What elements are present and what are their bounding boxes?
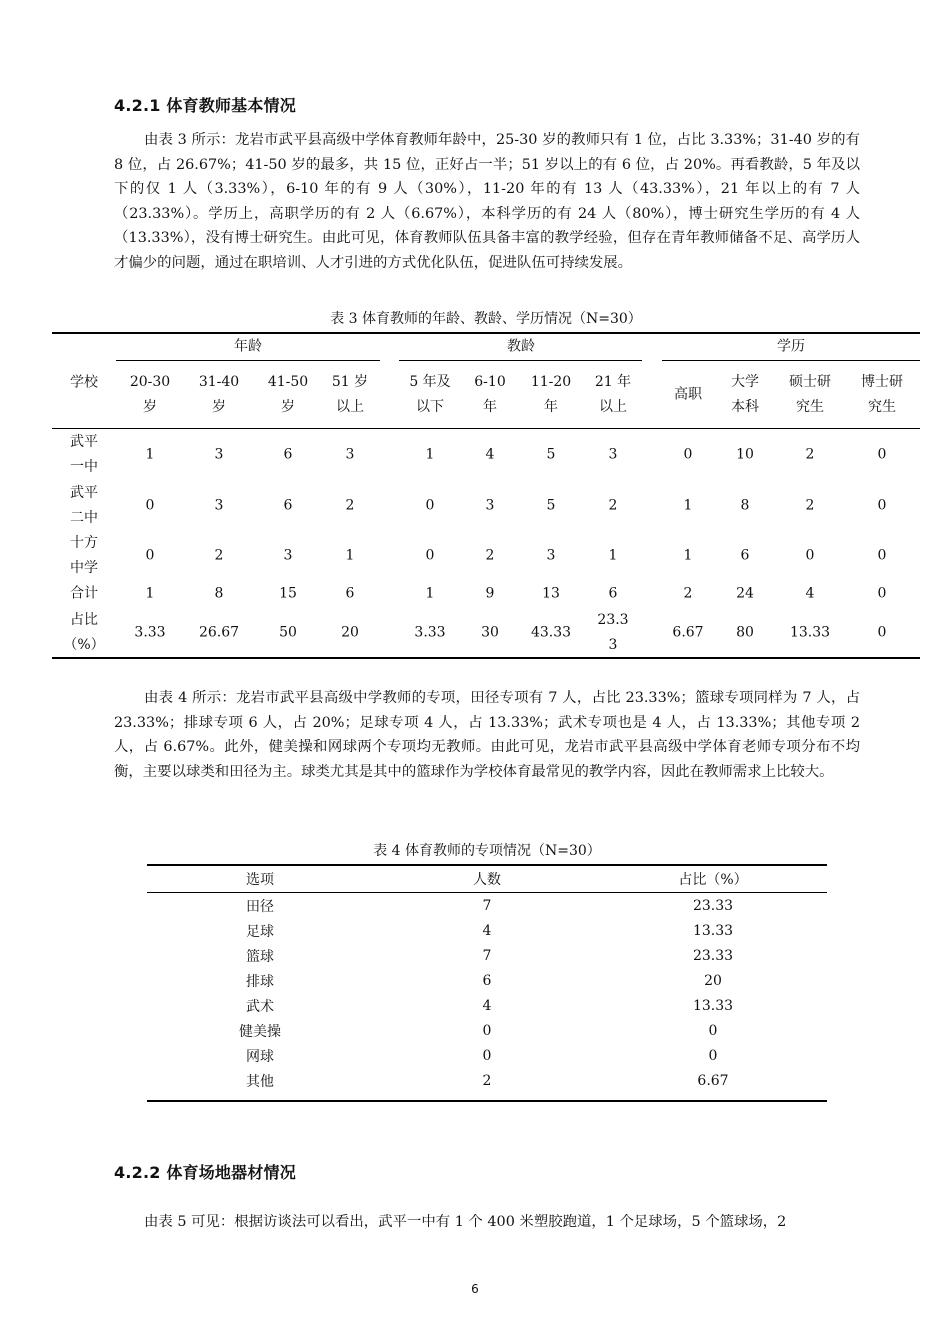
table3-cell-line: 8 <box>214 585 224 602</box>
table3-cell-line: 6 <box>740 547 750 564</box>
table3-subheader-line: 究生 <box>796 399 824 415</box>
table3-cell-line: 3 <box>485 497 495 514</box>
table3-cell <box>878 494 887 519</box>
table3-cell <box>806 544 815 569</box>
table3-subheader-line: 31-40 <box>198 374 240 390</box>
table3-row-school-line: 中学 <box>70 560 98 576</box>
table3-cell-line: 20 <box>341 624 359 641</box>
table3-cell <box>146 494 155 519</box>
table3-cell <box>609 544 618 569</box>
table3-cell-line: 30 <box>481 624 499 641</box>
table4-cell: 7 <box>482 898 492 914</box>
table3-subheader-line: 41-50 <box>267 374 309 390</box>
table3-group-header <box>777 335 805 360</box>
table3-row-school <box>70 481 98 531</box>
table3-cell-line: 1 <box>683 547 693 564</box>
table4-cell: 其他 <box>246 1074 274 1090</box>
table4 <box>147 864 827 1102</box>
table3-cell-line: 24 <box>736 585 754 602</box>
table3-cell <box>684 582 693 607</box>
table4-cell: 2 <box>482 1073 492 1089</box>
table3-cell <box>215 582 224 607</box>
table3-cell-line: 0 <box>877 497 887 514</box>
table4-cell: 篮球 <box>246 949 274 965</box>
table3-subheader <box>595 370 631 420</box>
table4-cell: 13.33 <box>692 998 734 1014</box>
table3-cell-line: 2 <box>608 497 618 514</box>
table3-cell-line: 6.67 <box>672 624 704 641</box>
table3-cell <box>346 544 355 569</box>
table3-cell-line: 80 <box>736 624 754 641</box>
table3-group-header-line: 年龄 <box>234 338 262 355</box>
table3-group-header-line: 学历 <box>777 338 805 355</box>
table3-subheader-line: 51 岁 <box>331 374 369 390</box>
table3-cell-line: 1 <box>345 547 355 564</box>
section-heading-4-2-1: 4.2.1 体育教师基本情况 <box>114 96 296 115</box>
table3-subheader-line: 岁 <box>142 399 157 415</box>
table3-cell <box>426 544 435 569</box>
table3-cell-line: 0 <box>877 585 887 602</box>
table4-cell: 6 <box>482 973 492 989</box>
table3-group-rule-years <box>399 360 642 361</box>
section-paragraph-3: 由表 5 可见：根据访谈法可以看出，武平一中有 1 个 400 米塑胶跑道，1 个足球场，5 个篮球场，2 <box>144 1214 787 1230</box>
table3-subheader <box>731 370 759 420</box>
table4-cell: 7 <box>482 948 492 964</box>
table3-cell-line: 3 <box>214 446 224 463</box>
table3-cell <box>426 443 435 468</box>
table3-cell <box>736 582 754 607</box>
table3-cell-line: 13.33 <box>789 624 831 641</box>
table4-cell: 23.33 <box>692 898 734 914</box>
table4-cell: 排球 <box>246 974 274 990</box>
table4-cell: 田径 <box>246 899 274 915</box>
table3-cell-line: 4 <box>485 446 495 463</box>
table3-subheader-line: 6-10 <box>474 374 506 390</box>
table3-cell-line: 50 <box>279 624 297 641</box>
table3-cell-line: 1 <box>145 585 155 602</box>
table3-subheader <box>789 370 831 420</box>
table3-row-school-line: 十方 <box>70 535 98 551</box>
table4-cell: 健美操 <box>239 1024 281 1040</box>
table3-cell-line: 3.33 <box>414 624 446 641</box>
table3-cell-line: 0 <box>425 497 435 514</box>
table4-cell: 13.33 <box>692 923 734 939</box>
table3-caption: 表 3 体育教师的年龄、教龄、学历情况（N=30） <box>330 311 642 327</box>
table3-cell-line: 6 <box>345 585 355 602</box>
table3-cell-line: 1 <box>608 547 618 564</box>
table3-subheader-line: 硕士研 <box>789 374 831 390</box>
table3-cell <box>547 494 556 519</box>
table3-group-rule-age <box>116 360 380 361</box>
table3-cell-line: 1 <box>425 585 435 602</box>
table3-cell <box>806 582 815 607</box>
table3-cell-line: 2 <box>805 497 815 514</box>
table3-cell <box>486 494 495 519</box>
table3-subheader <box>332 370 368 420</box>
table3-school-header-line: 学校 <box>70 374 98 391</box>
table3-cell <box>878 621 887 646</box>
table3-cell <box>346 443 355 468</box>
table3-cell <box>134 621 165 646</box>
table3-cell-line: 3 <box>283 547 293 564</box>
table4-cell: 0 <box>482 1048 492 1064</box>
table3-cell-line: 0 <box>683 446 693 463</box>
table3-cell <box>790 621 830 646</box>
table3-cell <box>486 544 495 569</box>
table3-cell <box>609 443 618 468</box>
table3-cell <box>284 494 293 519</box>
table3-group-header-line: 教龄 <box>507 338 535 355</box>
table3-subheader <box>130 370 170 420</box>
table3-cell <box>806 443 815 468</box>
table3-group-rule-education <box>662 360 920 361</box>
table4-cell: 0 <box>708 1023 718 1039</box>
table3-cell-line: 6 <box>283 497 293 514</box>
table3-cell <box>146 582 155 607</box>
table3-cell <box>597 608 628 658</box>
table3-cell <box>672 621 703 646</box>
table4-cell: 4 <box>482 998 492 1014</box>
table3-subheader-line: 年 <box>482 399 497 415</box>
table4-cell: 0 <box>482 1023 492 1039</box>
section-paragraph-1: 由表 3 所示：龙岩市武平县高级中学体育教师年龄中，25-30 岁的教师只有 1 位，占比 3.33%；31-40 岁的有 8 位，占 26.67%；41-50 岁的最多，共 15 位，正好占一半；51 岁以上的有 6 位，占 20%。再看教龄，5 年及以下的仅 1 人（3.33%），6-10 年的有 9 人（30%），11-20 年的有 13 人（43.33%），21 年以上的有 7 人（23.33%）。学历上，高职学历的有 2 人（6.67%），本科学历的有 24 人（80%），博士研究生学历的有 4 人（13.33%），没有博士研究生。由此可见，体育教师队伍具备丰富的教学经验，但存在青年教师储备不足、高学历人才偏少的问题，通过在职培训、人才引进的方式优化队伍，促进队伍可持续发展。 <box>114 132 860 271</box>
table3-cell <box>414 621 445 646</box>
table3 <box>52 332 920 658</box>
table3-cell <box>741 494 750 519</box>
table3-subheader-line: 大学 <box>731 374 759 390</box>
page-number: 6 <box>471 1282 479 1296</box>
table4-header-rule <box>147 892 827 893</box>
table3-cell <box>284 443 293 468</box>
table3-subheader-line: 以上 <box>335 399 364 415</box>
table3-cell-line: 0 <box>425 547 435 564</box>
table3-cell <box>736 443 754 468</box>
table3-subheader <box>409 370 450 420</box>
table3-cell-line: 0 <box>145 497 155 514</box>
table4-cell: 23.33 <box>692 948 734 964</box>
table3-row-school <box>63 608 104 658</box>
table3-subheader-line: 高职 <box>674 386 702 403</box>
table3-cell <box>426 494 435 519</box>
table4-cell: 足球 <box>246 924 274 940</box>
table3-school-header <box>70 371 98 396</box>
table3-cell-line: 2 <box>485 547 495 564</box>
table3-cell-line: 23.3 <box>597 612 629 628</box>
table3-cell <box>346 582 355 607</box>
table3-cell <box>486 443 495 468</box>
table3-subheader-line: 岁 <box>280 399 295 415</box>
table3-subheader-line: 岁 <box>211 399 226 415</box>
table3-cell <box>609 582 618 607</box>
table3-subheader-line: 本科 <box>731 399 759 415</box>
table4-header: 选项 <box>246 872 274 888</box>
table3-cell <box>547 544 556 569</box>
table3-cell <box>279 621 297 646</box>
table3-row-school-line: 一中 <box>70 459 98 475</box>
table3-cell-line: 3 <box>608 446 618 463</box>
table3-cell-line: 0 <box>145 547 155 564</box>
table3-row-school-line: 武平 <box>70 434 98 450</box>
table3-cell-line: 13 <box>542 585 560 602</box>
table3-cell-line: 6 <box>608 585 618 602</box>
table3-subheader-line: 究生 <box>868 399 896 415</box>
table3-cell <box>609 494 618 519</box>
table3-cell-line: 2 <box>683 585 693 602</box>
table3-cell-line: 0 <box>805 547 815 564</box>
table3-subheader <box>199 370 239 420</box>
table3-subheader <box>474 370 505 420</box>
table3-cell-line: 8 <box>740 497 750 514</box>
table3-cell-line: 1 <box>425 446 435 463</box>
table4-cell: 4 <box>482 923 492 939</box>
table3-bottom-rule <box>52 657 920 659</box>
table3-cell-line: 0 <box>877 547 887 564</box>
table3-cell <box>531 621 571 646</box>
table4-header: 人数 <box>473 872 501 888</box>
table3-cell <box>346 494 355 519</box>
table3-cell <box>146 443 155 468</box>
table3-cell-line: 6 <box>283 446 293 463</box>
table4-cell: 网球 <box>246 1049 274 1065</box>
table3-cell-line: 3 <box>214 497 224 514</box>
table3-row-school <box>70 531 98 581</box>
table3-subheader-line: 11-20 <box>530 374 572 390</box>
table3-cell-line: 4 <box>805 585 815 602</box>
table3-cell <box>684 544 693 569</box>
table3-row-school <box>70 430 98 480</box>
table3-cell-line: 10 <box>736 446 754 463</box>
table4-cell: 0 <box>708 1048 718 1064</box>
table3-cell-line: 0 <box>877 624 887 641</box>
table3-group-header <box>507 335 535 360</box>
table3-cell <box>684 443 693 468</box>
table3-cell <box>146 544 155 569</box>
table3-cell <box>878 443 887 468</box>
table3-cell-line: 0 <box>877 446 887 463</box>
table3-row-school <box>70 582 98 607</box>
table3-subheader <box>861 370 903 420</box>
table3-subheader-line: 博士研 <box>861 374 903 390</box>
table3-subheader <box>268 370 308 420</box>
table3-cell <box>284 544 293 569</box>
table3-cell-line: 9 <box>485 585 495 602</box>
table3-cell-line: 3 <box>608 637 618 653</box>
table3-cell-line: 3 <box>546 547 556 564</box>
table3-cell <box>486 582 495 607</box>
table3-cell <box>279 582 297 607</box>
table3-cell-line: 15 <box>279 585 297 602</box>
table3-cell <box>199 621 239 646</box>
table3-row-school-line: 合计 <box>70 585 98 602</box>
table3-cell-line: 3.33 <box>134 624 166 641</box>
table3-cell <box>215 494 224 519</box>
table3-subheader <box>531 370 571 420</box>
table3-cell-line: 26.67 <box>198 624 240 641</box>
section-heading-4-2-2: 4.2.2 体育场地器材情况 <box>114 1163 296 1182</box>
table3-cell-line: 2 <box>345 497 355 514</box>
table4-cell: 20 <box>704 973 722 989</box>
table3-row-school-line: 占比 <box>70 612 98 628</box>
section-paragraph-2: 由表 4 所示：龙岩市武平县高级中学教师的专项，田径专项有 7 人，占比 23.33%；篮球专项同样为 7 人，占 23.33%；排球专项 6 人，占 20%；足球专项 4 人，占 13.33%；武术专项也是 4 人，占 13.33%；其他专项 2 人，占 6.67%。此外，健美操和网球两个专项均无教师。由此可见，龙岩市武平县高级中学体育老师专项分布不均衡，主要以球类和田径为主。球类尤其是其中的篮球作为学校体育最常见的教学内容，因此在教师需求上比较大。 <box>114 690 860 780</box>
table3-cell-line: 2 <box>805 446 815 463</box>
table3-header-rule <box>52 428 920 429</box>
table3-cell <box>547 443 556 468</box>
table3-row-school-line: 二中 <box>70 510 98 526</box>
table4-caption: 表 4 体育教师的专项情况（N=30） <box>373 843 601 859</box>
table3-cell <box>736 621 754 646</box>
table3-cell-line: 2 <box>214 547 224 564</box>
table3-cell <box>215 544 224 569</box>
table3-cell <box>741 544 750 569</box>
table3-subheader-line: 5 年及 <box>409 374 451 390</box>
table3-cell-line: 5 <box>546 446 556 463</box>
table3-cell-line: 3 <box>345 446 355 463</box>
table3-cell <box>426 582 435 607</box>
table3-row-school-line: （%） <box>63 637 105 653</box>
table3-subheader-line: 20-30 <box>129 374 171 390</box>
table4-header: 占比（%） <box>678 872 748 888</box>
table3-cell <box>684 494 693 519</box>
table3-subheader <box>674 383 702 408</box>
table3-subheader-line: 以上 <box>598 399 627 415</box>
table3-cell-line: 1 <box>145 446 155 463</box>
table3-cell <box>878 582 887 607</box>
table3-subheader-line: 21 年 <box>594 374 632 390</box>
table3-subheader-line: 年 <box>543 399 558 415</box>
table3-cell-line: 1 <box>683 497 693 514</box>
table4-cell: 武术 <box>246 999 274 1015</box>
table3-cell <box>215 443 224 468</box>
table3-cell-line: 43.33 <box>530 624 572 641</box>
table3-cell <box>341 621 359 646</box>
table3-cell <box>806 494 815 519</box>
table3-cell <box>542 582 560 607</box>
table3-cell <box>481 621 499 646</box>
table4-cell: 6.67 <box>697 1073 729 1089</box>
table4-bottom-rule <box>147 1100 827 1102</box>
table3-group-header <box>234 335 262 360</box>
table3-cell-line: 5 <box>546 497 556 514</box>
table4-top-rule <box>147 864 827 866</box>
table3-row-school-line: 武平 <box>70 485 98 501</box>
table3-subheader-line: 以下 <box>415 399 444 415</box>
table3-cell <box>878 544 887 569</box>
